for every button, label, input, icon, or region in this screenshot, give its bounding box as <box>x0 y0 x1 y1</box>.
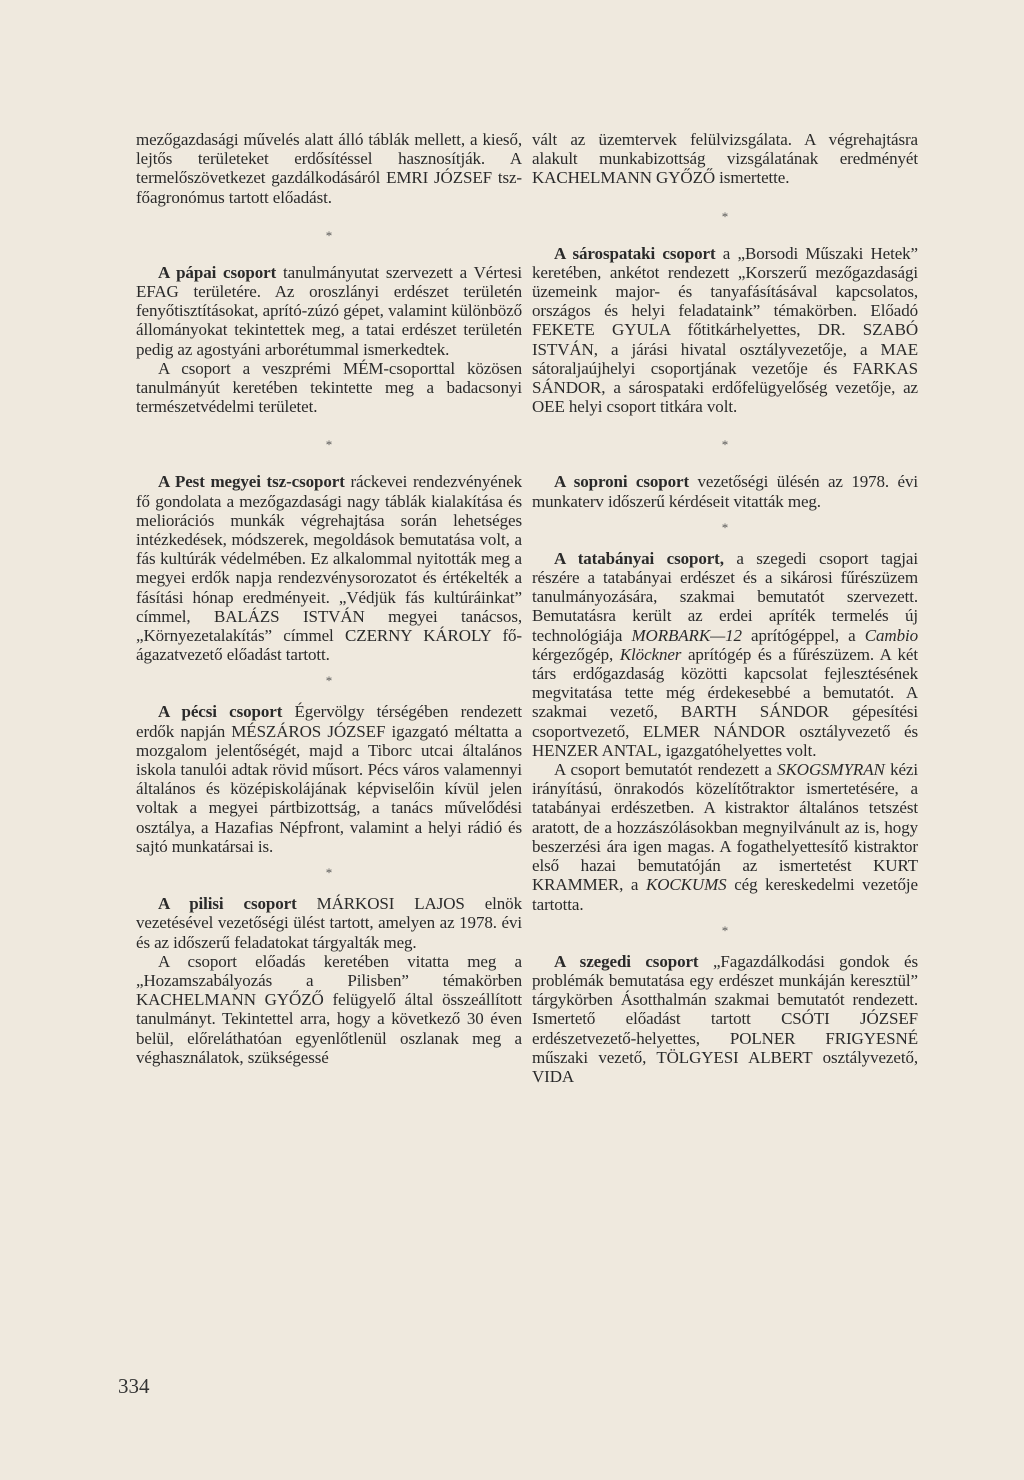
paragraph-text: aprítógép és a fűrészüzem. A két társ erdőgazdaság közötti kapcsolat fejlesztésének megvitatása tette még érdekesebbé a bemutatót. A szakmai vezető, BARTH SÁNDOR gépesítési csoportvezető, ELMER NÁNDOR osztályvezető és HENZER ANTAL, igazgatóhelyettes volt. <box>532 644 918 760</box>
paragraph: A csoport előadás keretében vitatta meg a „Hozamszabályozás a Pilisben” témakörben KACHELMANN GYŐZŐ felügyelő által összeállított tanulmányt. Tekintettel arra, hogy a következő 30 éven belül, előreláthatóan egyenlőtlenül oszlanak meg a véghasználatok, szükségessé <box>136 951 522 1067</box>
section-lead: A Pest megyei tsz-csoport <box>158 472 345 492</box>
paragraph <box>532 760 918 914</box>
paragraph-text: cég kereskedelmi vezetője tartotta. <box>532 875 919 914</box>
paragraph-text: „Fagazdálkodási gondok és problémák bemutatása egy erdészet munkáján keresztül” tárgykörben Ásotthalmán szakmai bemutatót rendezett. Ismertető előadást tartott CSÓTI JÓZSEF erdészetvezető-helyettes, POLNER FRIGYESNÉ műszaki vezető, TÖLGYESI ALBERT osztályvezető, VIDA <box>532 951 918 1086</box>
section-lead: A pécsi csoport <box>158 702 283 722</box>
paragraph-text: vezetőségi ülésén az 1978. évi munkaterv időszerű kérdéseit vitatták meg. <box>532 472 919 511</box>
left-column <box>136 130 522 1067</box>
section-lead: A pápai csoport <box>158 262 277 282</box>
paragraph <box>532 244 918 417</box>
paragraph: vált az üzemtervek felülvizsgálata. A végrehajtásra alakult munkabizottság vizsgálatának eredményét KACHELMANN GYŐZŐ ismertette. <box>532 130 918 188</box>
paragraph-text: aprítógéppel, a <box>741 625 865 645</box>
paragraph-text: Égervölgy térségében rendezett erdők napján MÉSZÁROS JÓZSEF igazgató méltatta a mozgalom jelentőségét, majd a Tiborc utcai általános iskola tanulói adtak rövid műsort. Pécs város valamennyi általános és középiskolájának képviselőin kívül jelen voltak a megyei pártbizottság, a tanács művelődési osztálya, a Hazafias Népfront, valamint a helyi rádió és sajtó munkatársai is. <box>136 702 523 856</box>
paragraph <box>136 263 522 359</box>
right-column <box>532 130 918 1086</box>
paragraph <box>532 472 918 510</box>
paragraph: A csoport a veszprémi MÉM-csoporttal közösen tanulmányút keretében tekintette meg a badacsonyi természetvédelmi területet. <box>136 358 522 417</box>
paragraph-text: a „Borsodi Műszaki Hetek” keretében, ankétot rendezett „Korszerű mezőgazdasági üzemeink major- és tanyafásításával kapcsolatos, országos és helyi feladataink” témakörben. Előadó FEKETE GYULA főtitkárhelyettes, DR. SZABÓ ISTVÁN, a járási hivatal osztályvezetője, a MAE sátoraljaújhelyi csoportjának vezetője és FARKAS SÁNDOR, a sárospataki erdőfelügyelőség vezetője, az OEE helyi csoport titkára volt. <box>532 243 918 417</box>
section-separator: * <box>325 227 333 243</box>
paragraph-text: A csoport bemutatót rendezett a <box>554 760 778 780</box>
paragraph <box>532 952 918 1086</box>
section-separator: * <box>721 519 729 535</box>
paragraph: mezőgazdasági művelés alatt álló táblák mellett, a kieső, lejtős területeket erdősítéssel hasznosítják. A termelőszövetkezet gazdálkodásáról EMRI JÓZSEF tsz-főagronómus tartott előadást. <box>136 130 522 207</box>
paragraph-text: kérgezőgép, <box>532 644 620 664</box>
paragraph-text: a szegedi csoport tagjai részére a tatabányai erdészet és a sikárosi fűrészüzem tanulmányozására, szakmai bemutatót szervezett. Bemutatásra került az erdei apríték termelés új technológiája <box>532 548 918 645</box>
paragraph <box>136 702 522 856</box>
section-separator: * <box>325 437 333 453</box>
product-name: Klöckner <box>619 644 682 664</box>
paragraph-text: MÁRKOSI LAJOS elnök vezetésével vezetőségi ülést tartott, amelyen az 1978. évi és az időszerű feladatokat tárgyalták meg. <box>136 894 522 952</box>
section-lead: A pilisi csoport <box>158 894 297 914</box>
section-lead: A soproni csoport <box>554 472 690 492</box>
paragraph <box>136 894 522 952</box>
section-separator: * <box>325 673 333 689</box>
paragraph <box>136 472 522 664</box>
paragraph-text: kézi irányítású, önrakodós közelítőtraktor ismertetésére, a tatabányai erdészetben. A kistraktor általános tetszést aratott, de a hozzászólásokban megnyilvánult az is, hogy beszerzési ára igen magas. A fogathelyettesítő kistraktor első hazai bemutatóján az ismertetést KURT KRAMMER, a <box>532 760 918 895</box>
section-separator: * <box>325 865 333 881</box>
paragraph-text: ráckevei rendezvényének fő gondolata a mezőgazdasági nagy táblák kialakítása és meliorációs munkák végrehajtása során lehetséges intézkedések, módszerek, megoldások bemutatása volt, a fás kultúrák védelmében. Ez alkalommal nyitották meg a megyei erdők napja rendezvénysorozatot és értékelték a fásítási hónap eredményeit. „Védjük fás kultúráinkat” címmel, BALÁZS ISTVÁN megyei tanácsos, „Környezetalakítás” címmel CZERNY KÁROLY fő-ágazatvezető előadást tartott. <box>136 472 522 665</box>
section-lead: A szegedi csoport <box>554 951 699 971</box>
company-name: KOCKUMS <box>646 875 727 895</box>
section-separator: * <box>721 922 729 938</box>
section-lead: A tatabányai csoport, <box>554 548 724 568</box>
product-name: Cambio <box>864 625 918 645</box>
paragraph <box>532 549 918 760</box>
product-name: MORBARK—12 <box>631 625 742 645</box>
paragraph-text: tanulmányutat szervezett a Vértesi EFAG területére. Az oroszlányi erdészet területén fenyőtisztításokat, aprító-zúzó gépet, valamint különböző állományokat tekintettek meg, a tatai erdészet területén pedig az agostyáni arborétummal ismerkedtek. <box>136 262 522 359</box>
product-name: SKOGSMYRAN <box>777 760 885 780</box>
section-separator: * <box>721 437 729 453</box>
page-number: 334 <box>118 1374 150 1398</box>
section-separator: * <box>721 208 729 224</box>
section-lead: A sárospataki csoport <box>554 243 716 263</box>
